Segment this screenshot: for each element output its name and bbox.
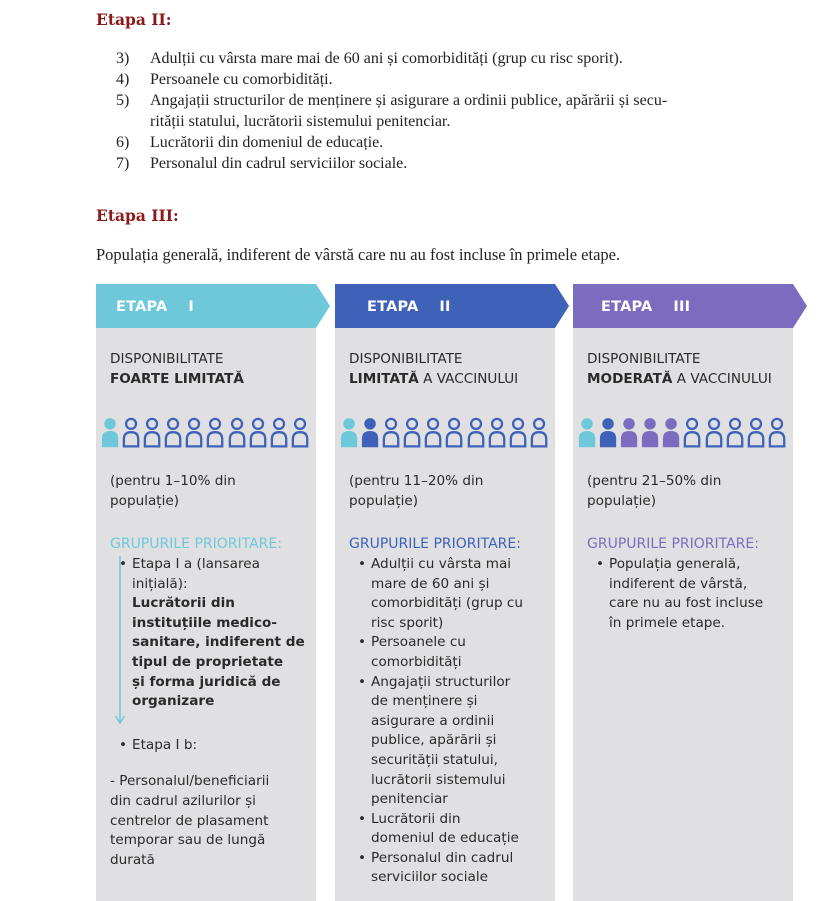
list-item-line: indiferent de vârstă,	[609, 575, 748, 592]
list-item-line: penitenciar	[371, 791, 448, 808]
availability-suffix: A VACCINULUI	[672, 370, 772, 387]
column-etapa-3	[573, 284, 793, 901]
person-icon	[577, 415, 597, 449]
stage-b-title: • Etapa I b:	[110, 736, 310, 756]
list-item	[116, 90, 796, 132]
stage-a-group: sanitare, indiferent de	[132, 634, 305, 651]
list-item	[116, 48, 796, 69]
person-icon	[746, 415, 766, 449]
stage-a-title: inițială):	[132, 575, 188, 592]
stage-a-group: și forma juridică de	[132, 673, 281, 690]
item-text: rității statului, lucrătorii sistemului penitenciar.	[150, 113, 451, 130]
priority-list	[587, 555, 787, 633]
availability-label: DISPONIBILITATE	[110, 351, 224, 367]
arrow-spacer	[110, 712, 310, 736]
percent-line: populație)	[349, 492, 419, 509]
person-icon	[767, 415, 787, 449]
availability-text	[587, 350, 787, 389]
stage-a-group: tipul de proprietate	[132, 653, 284, 670]
person-icon	[269, 415, 289, 449]
item-text: Lucrătorii din domeniul de educație.	[150, 134, 384, 151]
list-item	[110, 555, 310, 712]
person-icon	[121, 415, 141, 449]
list-item-line: • Angajații structurilor	[371, 673, 511, 690]
person-icon	[529, 415, 549, 449]
stage-label: ETAPA II	[367, 299, 451, 315]
person-icon	[423, 415, 443, 449]
person-icon	[248, 415, 268, 449]
priority-groups-label: GRUPURILE PRIORITARE:	[587, 536, 759, 553]
down-arrow-icon	[114, 556, 126, 733]
spacer	[110, 755, 310, 772]
list-item-line: asigurare a ordinii	[371, 712, 495, 729]
item-number: 4)	[116, 71, 130, 88]
stage-header	[573, 284, 793, 328]
item-number: 7)	[116, 155, 130, 172]
list-item-line: • Personalul din cadrul	[371, 849, 514, 866]
list-item-line: securității statului,	[371, 751, 498, 768]
percent-line: populație)	[587, 492, 657, 509]
etapa-2-list	[116, 48, 796, 174]
list-item-line: risc sporit)	[371, 614, 444, 631]
list-item-line: • Persoanele cu	[371, 634, 466, 651]
person-icon	[487, 415, 507, 449]
stage-label: ETAPA I	[116, 299, 194, 315]
list-item	[349, 633, 549, 672]
stage-body	[349, 350, 549, 888]
list-item-line: • Adulții cu vârsta mai	[371, 555, 512, 572]
stage-b-group: durată	[110, 851, 155, 868]
stage-b-group: din cadrul azilurilor și	[110, 792, 256, 809]
availability-label: DISPONIBILITATE	[587, 351, 701, 367]
list-item-line: domeniul de educație	[371, 830, 519, 847]
person-icon	[290, 415, 310, 449]
list-item-line: în primele etape.	[609, 614, 726, 631]
person-icon	[402, 415, 422, 449]
availability-suffix: A VACCINULUI	[418, 370, 519, 387]
etapa-2-heading: Etapa II:	[96, 10, 172, 29]
etapa-3-heading: Etapa III:	[96, 206, 179, 225]
stage-body	[587, 350, 787, 633]
item-number: 3)	[116, 50, 130, 67]
stage-body	[110, 350, 310, 870]
availability-level-bold: LIMITATĂ	[349, 370, 419, 387]
priority-list	[349, 555, 549, 888]
list-item-line: mare de 60 ani și	[371, 575, 490, 592]
stage-a-group: Lucrătorii din	[132, 595, 235, 612]
list-item-line: publice, apărării și	[371, 732, 497, 749]
list-item	[349, 849, 549, 888]
person-icon	[381, 415, 401, 449]
person-icon	[598, 415, 618, 449]
person-icon	[142, 415, 162, 449]
list-item	[587, 555, 787, 633]
item-number: 6)	[116, 134, 130, 151]
person-icon	[508, 415, 528, 449]
person-icon	[704, 415, 724, 449]
person-icon	[619, 415, 639, 449]
availability-level	[110, 370, 310, 390]
person-icon	[640, 415, 660, 449]
list-item-line: lucrătorii sistemului	[371, 771, 506, 788]
stage-a-group: organizare	[132, 693, 215, 710]
population-percent	[110, 472, 310, 511]
availability-level-bold: FOARTE LIMITATĂ	[110, 370, 244, 387]
percent-line: (pentru 21–50% din	[587, 473, 722, 490]
stage-b-group: - Personalul/beneficiarii	[110, 773, 270, 790]
stage-header	[96, 284, 316, 328]
person-icon	[466, 415, 486, 449]
item-number: 5)	[116, 92, 130, 109]
availability-label: DISPONIBILITATE	[349, 351, 463, 367]
percent-line: (pentru 1–10% din	[110, 473, 236, 490]
stage-label: ETAPA III	[601, 299, 691, 315]
list-item	[349, 810, 549, 849]
person-icon	[163, 415, 183, 449]
list-item	[116, 153, 796, 174]
list-item-line: serviciilor sociale	[371, 869, 489, 886]
stage-a-group: instituțiile medico-	[132, 614, 278, 631]
etapa-3-text: Populația generală, indiferent de vârstă care nu au fost incluse în primele etape.	[96, 245, 621, 264]
stage-header	[335, 284, 555, 328]
item-text: Angajații structurilor de menținere și asigurare a ordinii publice, apărării și secu-	[150, 92, 668, 109]
people-icons	[100, 415, 310, 449]
person-icon	[205, 415, 225, 449]
percent-line: populație)	[110, 492, 180, 509]
person-icon	[184, 415, 204, 449]
item-text: Personalul din cadrul serviciilor sociale.	[150, 155, 408, 172]
column-etapa-1	[96, 284, 316, 901]
stage-b-group: temporar sau de lungă	[110, 832, 266, 849]
availability-level	[349, 370, 549, 390]
list-item-line: care nu au fost incluse	[609, 595, 764, 612]
person-icon	[444, 415, 464, 449]
list-item-line: comorbidități (grup cu	[371, 595, 524, 612]
stage-a-title: • Etapa I a (lansarea	[132, 555, 260, 572]
availability-text	[110, 350, 310, 389]
availability-level	[587, 370, 787, 390]
person-icon	[339, 415, 359, 449]
people-icons	[577, 415, 787, 449]
list-item	[349, 673, 549, 810]
percent-line: (pentru 11–20% din	[349, 473, 484, 490]
person-icon	[725, 415, 745, 449]
item-text: Adulții cu vârsta mare mai de 60 ani și comorbidități (grup cu risc sporit).	[150, 50, 623, 67]
availability-text	[349, 350, 549, 389]
priority-list	[110, 555, 310, 712]
people-icons	[339, 415, 549, 449]
population-percent	[587, 472, 787, 511]
list-item	[349, 555, 549, 633]
list-item	[116, 132, 796, 153]
person-icon	[682, 415, 702, 449]
person-icon	[661, 415, 681, 449]
population-percent	[349, 472, 549, 511]
list-item-line: de menținere și	[371, 693, 478, 710]
list-item-line: comorbidități	[371, 653, 462, 670]
availability-level-bold: MODERATĂ	[587, 370, 673, 387]
priority-groups-label: GRUPURILE PRIORITARE:	[110, 536, 282, 553]
priority-list	[110, 736, 310, 756]
list-item-line: • Lucrătorii din	[371, 810, 461, 827]
list-item	[116, 69, 796, 90]
item-text: Persoanele cu comorbidități.	[150, 71, 333, 88]
stage-b-group: centrelor de plasament	[110, 812, 269, 829]
person-icon	[227, 415, 247, 449]
column-etapa-2	[335, 284, 555, 901]
person-icon	[360, 415, 380, 449]
list-item-line: • Populația generală,	[609, 555, 741, 572]
priority-groups-label: GRUPURILE PRIORITARE:	[349, 536, 521, 553]
person-icon	[100, 415, 120, 449]
